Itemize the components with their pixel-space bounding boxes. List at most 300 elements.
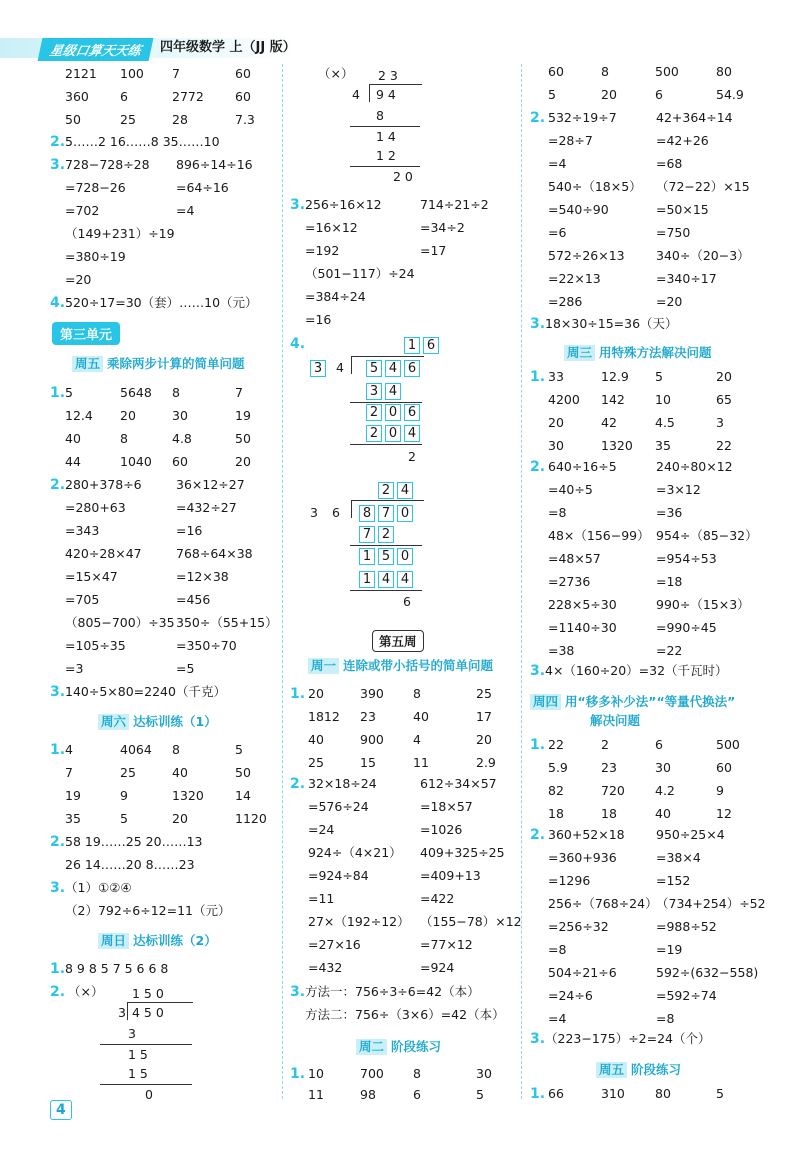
question-number: 1. (50, 385, 66, 401)
calc-step: =256÷32 (548, 919, 609, 934)
answer-cell: 15 (360, 755, 376, 770)
section-title (98, 714, 217, 730)
answer-cell: 18 (601, 806, 617, 821)
section-title (72, 356, 245, 372)
calc-step: =350÷70 (176, 638, 237, 653)
day-tag: 周五 (72, 356, 103, 372)
calc-step: 420÷28×47 (65, 546, 142, 561)
answer-line: （×） (68, 984, 104, 999)
section-title (308, 658, 493, 674)
answer-cell: 40 (655, 806, 671, 821)
division-bracket (127, 1002, 128, 1020)
answer-cell: 4064 (120, 742, 152, 757)
digit-box: 4 (397, 571, 413, 588)
calc-step: =750 (656, 225, 691, 240)
calc-step: =20 (65, 272, 92, 287)
step: 1 4 (376, 129, 396, 144)
answer-cell: 28 (172, 112, 188, 127)
answer-cell: 80 (716, 64, 732, 79)
digit-box: 1 (359, 548, 375, 565)
day-tag: 周五 (596, 1062, 627, 1078)
quotient: 2 3 (378, 68, 398, 83)
answer-line: 58 19……25 20……13 (65, 834, 203, 849)
digit-box: 3 (310, 360, 326, 377)
question-number: 1. (530, 737, 546, 753)
calc-step: =192 (305, 243, 340, 258)
calc-step: 612÷34×57 (420, 776, 497, 791)
answer-line: 方法二：756÷（3×6）=42（本） (305, 1007, 505, 1022)
answer-cell: 4 (413, 732, 421, 747)
digit-box: 2 (378, 482, 394, 499)
calc-step: =990÷45 (656, 620, 717, 635)
calc-step: =1140÷30 (548, 620, 617, 635)
calc-step: =280+63 (65, 500, 126, 515)
answer-cell: 65 (716, 392, 732, 407)
answer-cell: 1812 (308, 709, 340, 724)
answer-cell: 25 (308, 755, 324, 770)
answer-cell: 7 (172, 66, 180, 81)
answer-cell: 35 (65, 811, 81, 826)
answer-cell: 5648 (120, 385, 152, 400)
calc-step: 572÷26×13 (548, 248, 625, 263)
answer-cell: 390 (360, 686, 384, 701)
question-number: 1. (50, 961, 66, 977)
answer-cell: 2 (601, 737, 609, 752)
digit-box: 4 (397, 482, 413, 499)
answer-cell: 4.2 (655, 783, 675, 798)
division-bracket (351, 356, 352, 374)
calc-step: 340÷（20−3） (656, 248, 750, 263)
calc-step: =24 (308, 822, 335, 837)
answer-cell: 17 (476, 709, 492, 724)
calc-step: =456 (176, 592, 211, 607)
remainder: 2 (408, 449, 416, 464)
calc-step: =28÷7 (548, 133, 593, 148)
calc-step: =4 (548, 1011, 567, 1026)
section-title-text: 用“移多补少法”“等量代换法” (565, 694, 736, 709)
calc-step: =8 (656, 1011, 675, 1026)
answer-cell: 20 (235, 454, 251, 469)
question-number: 1. (530, 369, 546, 385)
answer-cell: 5 (120, 811, 128, 826)
answer-cell: 33 (548, 369, 564, 384)
calc-step: =4 (548, 156, 567, 171)
answer-cell: 60 (716, 760, 732, 775)
section-title (596, 1062, 681, 1078)
digit-box: 1 (359, 571, 375, 588)
calc-step: =6 (548, 225, 567, 240)
calc-step: =50×15 (656, 202, 709, 217)
unit-banner: 第三单元 (52, 322, 120, 345)
question-number: 2. (50, 834, 66, 850)
calc-step: =16 (305, 312, 332, 327)
answer-cell: 18 (548, 806, 564, 821)
digit-box: 4 (385, 360, 401, 377)
calc-step: 350÷（55+15） (176, 615, 278, 630)
answer-cell: 360 (65, 89, 89, 104)
calc-step: 409+325÷25 (420, 845, 505, 860)
digit-box: 6 (423, 337, 439, 354)
day-tag: 周日 (98, 933, 129, 949)
answer-cell: 20 (172, 811, 188, 826)
calc-step: =384÷24 (305, 289, 366, 304)
section-title-text: 达标训练（1） (133, 714, 217, 729)
section-title-text: 用特殊方法解决问题 (599, 345, 712, 360)
calc-step: 896÷14÷16 (176, 157, 253, 172)
answer-cell: 82 (548, 783, 564, 798)
answer-cell: 6 (655, 87, 663, 102)
digit-box: 0 (385, 404, 401, 421)
calc-step: =24÷6 (548, 988, 593, 1003)
answer-cell: 14 (235, 788, 251, 803)
answer-cell: 4.8 (172, 431, 192, 446)
answer-cell: 20 (601, 87, 617, 102)
calc-step: =48×57 (548, 551, 601, 566)
answer-cell: 19 (65, 788, 81, 803)
division-line (352, 500, 424, 501)
answer-cell: 8 (601, 64, 609, 79)
answer-cell: 4.5 (655, 415, 675, 430)
answer-cell: 25 (476, 686, 492, 701)
calc-step: =1296 (548, 873, 591, 888)
divisor-digit: 6 (332, 505, 340, 520)
calc-step: =11 (308, 891, 335, 906)
answer-cell: 20 (120, 408, 136, 423)
calc-step: 714÷21÷2 (420, 197, 489, 212)
question-number: 2. (530, 110, 546, 126)
answer-cell: 8 (172, 742, 180, 757)
calc-step: =36 (656, 505, 683, 520)
answer-cell: 30 (548, 438, 564, 453)
answer-cell: 5 (655, 369, 663, 384)
answer-cell: 40 (172, 765, 188, 780)
question-number: 2. (530, 827, 546, 843)
calc-step: （734+254）÷52 (656, 896, 766, 911)
quotient: 1 5 0 (132, 986, 164, 1001)
answer-cell: 10 (655, 392, 671, 407)
question-number: 3. (530, 1031, 546, 1047)
answer-cell: 25 (120, 765, 136, 780)
answer-cell: 2772 (172, 89, 204, 104)
calc-step: =15×47 (65, 569, 118, 584)
answer-cell: 1120 (235, 811, 267, 826)
answer-cell: 4200 (548, 392, 580, 407)
calc-step: （72−22）×15 (656, 179, 750, 194)
digit-box: 7 (378, 505, 394, 522)
answer-cell: 35 (655, 438, 671, 453)
brand-title: 星级口算天天练 (38, 38, 154, 61)
calc-step: 768÷64×38 (176, 546, 253, 561)
question-number: 3. (50, 157, 66, 173)
section-title-text: 达标训练（2） (133, 933, 217, 948)
calc-step: =22×13 (548, 271, 601, 286)
section-title-text: 乘除两步计算的简单问题 (107, 356, 245, 371)
question-number: 4. (50, 295, 66, 311)
answer-line: （223−175）÷2=24（个） (545, 1031, 711, 1046)
calc-step: =17 (420, 243, 447, 258)
answer-cell: 22 (716, 438, 732, 453)
section-title (530, 694, 735, 710)
answer-cell: 98 (360, 1087, 376, 1102)
question-number: 1. (290, 1066, 306, 1082)
division-bracket (351, 500, 352, 518)
division-line (100, 1044, 192, 1045)
calc-step: =16 (176, 523, 203, 538)
answer-line: 5……2 16……8 35……10 (65, 134, 220, 149)
answer-cell: 5 (548, 87, 556, 102)
answer-cell: 720 (601, 783, 625, 798)
step: 1 5 (128, 1066, 148, 1081)
divisor-digit: 3 (310, 505, 318, 520)
calc-step: （155−78）×12 (420, 914, 522, 929)
calc-step: =4 (176, 203, 195, 218)
answer-cell: 12 (716, 806, 732, 821)
calc-step: =68 (656, 156, 683, 171)
answer-cell: 8 (413, 1066, 421, 1081)
answer-cell: 7.3 (235, 112, 255, 127)
digit-box: 6 (404, 360, 420, 377)
division-line (350, 444, 422, 445)
calc-step: =924 (420, 960, 455, 975)
answer-cell: 30 (476, 1066, 492, 1081)
answer-cell: 23 (601, 760, 617, 775)
day-tag: 周六 (98, 714, 129, 730)
answer-cell: 142 (601, 392, 625, 407)
division-line (370, 84, 422, 85)
answer-cell: 22 (548, 737, 564, 752)
section-title (356, 1039, 441, 1055)
answer-cell: 310 (601, 1086, 625, 1101)
calc-step: =12×38 (176, 569, 229, 584)
step: 1 5 (128, 1047, 148, 1062)
answer-cell: 6 (655, 737, 663, 752)
question-number: 2. (290, 776, 306, 792)
calc-step: =286 (548, 294, 583, 309)
question-number: 3. (50, 880, 66, 896)
week-badge: 第五周 (372, 630, 424, 652)
answer-cell: 42 (601, 415, 617, 430)
calc-step: =18 (656, 574, 683, 589)
answer-line: （2）792÷6÷12=11（元） (65, 903, 231, 918)
calc-step: 42+364÷14 (656, 110, 733, 125)
division-line (350, 126, 420, 127)
calc-step: 728−728÷28 (65, 157, 150, 172)
answer-cell: 8 (172, 385, 180, 400)
answer-line: 140÷5×80=2240（千克） (65, 684, 226, 699)
calc-step: =2736 (548, 574, 591, 589)
calc-step: =18×57 (420, 799, 473, 814)
digit-box: 0 (397, 505, 413, 522)
division-line (100, 1084, 192, 1085)
question-number: 3. (290, 984, 306, 1000)
calc-step: =27×16 (308, 937, 361, 952)
answer-cell: 50 (235, 431, 251, 446)
calc-step: =20 (656, 294, 683, 309)
divisor-digit: 4 (336, 360, 344, 375)
remainder: 2 0 (393, 169, 413, 184)
calc-step: =38×4 (656, 850, 701, 865)
section-title-text: 阶段练习 (391, 1039, 442, 1054)
answer-cell: 66 (548, 1086, 564, 1101)
dividend: 4 5 0 (132, 1005, 164, 1020)
calc-step: =540÷90 (548, 202, 609, 217)
digit-box: 3 (366, 383, 382, 400)
calc-step: =409+13 (420, 868, 481, 883)
header-subtitle: 四年级数学 上（JJ 版） (160, 40, 296, 55)
answer-cell: 6 (120, 89, 128, 104)
answer-cell: 6 (413, 1087, 421, 1102)
calc-step: =3×12 (656, 482, 701, 497)
calc-step: 256÷16×12 (305, 197, 382, 212)
question-number: 2. (530, 459, 546, 475)
division-bracket (369, 84, 370, 102)
calc-step: =77×12 (420, 937, 473, 952)
answer-cell: 20 (308, 686, 324, 701)
digit-box: 7 (359, 526, 375, 543)
calc-step: =576÷24 (308, 799, 369, 814)
question-number: 3. (530, 663, 546, 679)
answer-cell: 40 (65, 431, 81, 446)
digit-box: 6 (404, 404, 420, 421)
column-divider-1 (282, 64, 283, 1099)
dividend: 9 4 (376, 87, 396, 102)
answer-cell: 2.9 (476, 755, 496, 770)
calc-step: =705 (65, 592, 100, 607)
calc-step: 240÷80×12 (656, 459, 733, 474)
calc-step: =954÷53 (656, 551, 717, 566)
question-number: 2. (50, 477, 66, 493)
answer-cell: 11 (308, 1087, 324, 1102)
calc-step: =5 (176, 661, 195, 676)
question-number: 3. (530, 316, 546, 332)
answer-cell: 100 (120, 66, 144, 81)
calc-step: 640÷16÷5 (548, 459, 617, 474)
calc-step: =592÷74 (656, 988, 717, 1003)
digit-box: 4 (385, 383, 401, 400)
calc-step: =22 (656, 643, 683, 658)
digit-box: 1 (404, 337, 420, 354)
answer-cell: 60 (548, 64, 564, 79)
answer-line: 18×30÷15=36（天） (545, 316, 678, 331)
section-title-text: 连除或带小括号的简单问题 (343, 658, 494, 673)
question-number: 2. (50, 134, 66, 150)
answer-cell: 700 (360, 1066, 384, 1081)
answer-cell: 11 (413, 755, 429, 770)
calc-step: （149+231）÷19 (65, 226, 175, 241)
calc-step: =3 (65, 661, 84, 676)
digit-box: 2 (366, 404, 382, 421)
answer-cell: 30 (655, 760, 671, 775)
calc-step: 228×5÷30 (548, 597, 617, 612)
calc-step: =8 (548, 505, 567, 520)
answer-cell: 500 (716, 737, 740, 752)
division-line (352, 356, 424, 357)
calc-step: 954÷（85−32） (656, 528, 758, 543)
calc-step: =64÷16 (176, 180, 229, 195)
question-number: 2. (50, 984, 66, 1000)
calc-step: =38 (548, 643, 575, 658)
calc-step: 32×18÷24 (308, 776, 377, 791)
calc-step: 360+52×18 (548, 827, 625, 842)
step: 8 (376, 108, 384, 123)
answer-cell: 2121 (65, 66, 97, 81)
calc-step: =728−26 (65, 180, 126, 195)
answer-cell: 8 (120, 431, 128, 446)
calc-step: =105÷35 (65, 638, 126, 653)
answer-cell: 5 (476, 1087, 484, 1102)
answer-cell: 3 (716, 415, 724, 430)
division-line (128, 1002, 193, 1003)
answer-cell: 54.9 (716, 87, 744, 102)
calc-step: =34÷2 (420, 220, 465, 235)
remainder: 0 (145, 1087, 153, 1102)
answer-cell: 40 (308, 732, 324, 747)
day-tag: 周四 (530, 694, 561, 710)
division-line (350, 545, 422, 546)
digit-box: 0 (385, 425, 401, 442)
step: 3 (128, 1026, 136, 1041)
answer-cell: 9 (120, 788, 128, 803)
answer-cell: 1320 (601, 438, 633, 453)
calc-step: 504÷21÷6 (548, 965, 617, 980)
question-number: 1. (290, 686, 306, 702)
answer-line: 方法一：756÷3÷6=42（本） (305, 984, 480, 999)
answer-cell: 5.9 (548, 760, 568, 775)
answer-cell: 20 (476, 732, 492, 747)
answer-cell: 44 (65, 454, 81, 469)
divisor: 4 (352, 87, 360, 102)
answer-cell: 60 (235, 66, 251, 81)
calc-step: 990÷（15×3） (656, 597, 750, 612)
question-number: 1. (50, 742, 66, 758)
answer-cell: 1320 (172, 788, 204, 803)
calc-step: 532÷19÷7 (548, 110, 617, 125)
calc-step: =16×12 (305, 220, 358, 235)
answer-cell: 500 (655, 64, 679, 79)
calc-step: 280+378÷6 (65, 477, 142, 492)
answer-cell: 50 (65, 112, 81, 127)
calc-step: 950÷25×4 (656, 827, 725, 842)
answer-cell: 12.4 (65, 408, 93, 423)
calc-step: =42+26 (656, 133, 709, 148)
digit-box: 4 (404, 425, 420, 442)
calc-step: （805−700）÷35 (65, 615, 175, 630)
answer-cell: 25 (120, 112, 136, 127)
calc-step: 48×（156−99） (548, 528, 650, 543)
calc-step: =380÷19 (65, 249, 126, 264)
digit-box: 2 (378, 526, 394, 543)
answer-cell: 60 (172, 454, 188, 469)
digit-box: 0 (397, 548, 413, 565)
answer-cell: 9 (716, 783, 724, 798)
digit-box: 8 (359, 505, 375, 522)
calc-step: =432 (308, 960, 343, 975)
answer-cell: 50 (235, 765, 251, 780)
answer-line: 520÷17=30（套）……10（元） (65, 295, 258, 310)
answer-cell: 5 (716, 1086, 724, 1101)
answer-cell: 8 (413, 686, 421, 701)
answer-cell: 5 (235, 742, 243, 757)
answer-cell: 5 (65, 385, 73, 400)
calc-step: =988÷52 (656, 919, 717, 934)
answer-cell: 12.9 (601, 369, 629, 384)
calc-step: =340÷17 (656, 271, 717, 286)
calc-step: 592÷(632−558) (656, 965, 759, 980)
calc-step: 36×12÷27 (176, 477, 245, 492)
answer-cell: 900 (360, 732, 384, 747)
calc-step: =40÷5 (548, 482, 593, 497)
answer-cell: 7 (235, 385, 243, 400)
